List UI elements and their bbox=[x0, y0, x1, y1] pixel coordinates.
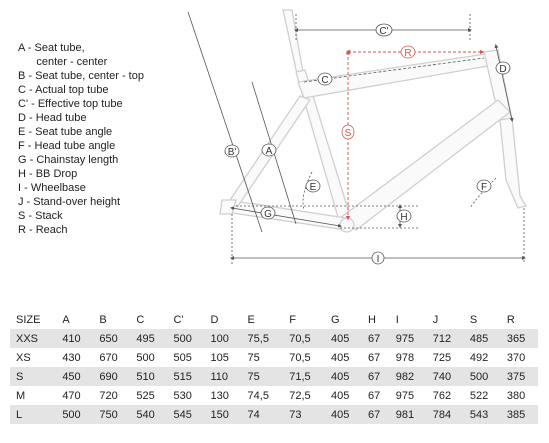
bottom-bracket bbox=[340, 218, 354, 232]
table-cell: 492 bbox=[464, 348, 501, 367]
table-cell: 978 bbox=[390, 348, 427, 367]
table-cell: 74 bbox=[242, 405, 284, 424]
table-cell: 380 bbox=[501, 386, 538, 405]
table-cell: 67 bbox=[362, 386, 390, 405]
table-cell: 500 bbox=[56, 405, 93, 424]
table-cell: 375 bbox=[501, 367, 538, 386]
table-row bbox=[10, 367, 538, 386]
size-cell: XS bbox=[10, 348, 56, 367]
table-cell: 712 bbox=[427, 329, 464, 348]
table-cell: 75,5 bbox=[242, 329, 284, 348]
svg-text:H: H bbox=[400, 212, 408, 223]
table-cell: 500 bbox=[130, 348, 167, 367]
table-cell: 450 bbox=[56, 367, 93, 386]
table-cell: 750 bbox=[93, 405, 130, 424]
seat-post bbox=[283, 10, 303, 74]
column-header: I bbox=[395, 313, 399, 326]
size-cell: L bbox=[10, 405, 56, 424]
legend-list bbox=[18, 41, 144, 237]
fork bbox=[500, 118, 526, 208]
marker-h bbox=[397, 210, 411, 223]
table-cell: 530 bbox=[167, 386, 204, 405]
marker-i bbox=[372, 252, 384, 265]
table-row bbox=[10, 386, 538, 405]
table-cell: 510 bbox=[130, 367, 167, 386]
legend-item-s: S - Stack bbox=[18, 210, 63, 222]
table-cell: 130 bbox=[205, 386, 242, 405]
legend-item-i: I - Wheelbase bbox=[18, 182, 86, 194]
table-cell: 515 bbox=[167, 367, 204, 386]
column-header: S bbox=[469, 313, 478, 326]
table-cell: 75 bbox=[242, 348, 284, 367]
svg-text:G: G bbox=[264, 209, 272, 220]
table-cell: 470 bbox=[56, 386, 93, 405]
marker-e bbox=[306, 180, 320, 193]
table-cell: 410 bbox=[56, 329, 93, 348]
table-cell: 690 bbox=[93, 367, 130, 386]
table-cell: 67 bbox=[362, 348, 390, 367]
marker-r bbox=[401, 46, 415, 59]
svg-text:I: I bbox=[376, 254, 380, 265]
table-cell: 500 bbox=[464, 367, 501, 386]
table-cell: 370 bbox=[501, 348, 538, 367]
table-cell: 740 bbox=[427, 367, 464, 386]
table-header-row bbox=[10, 310, 538, 329]
table-cell: 540 bbox=[130, 405, 167, 424]
marker-b bbox=[225, 145, 239, 158]
marker-f bbox=[477, 180, 491, 193]
table-cell: 67 bbox=[362, 405, 390, 424]
column-header: B bbox=[99, 313, 107, 326]
table-cell: 405 bbox=[325, 386, 362, 405]
legend-item-e: E - Seat tube angle bbox=[18, 126, 113, 138]
table-cell: 72,5 bbox=[283, 386, 325, 405]
legend-item-a-cont: center - center bbox=[18, 56, 108, 68]
table-cell: 725 bbox=[427, 348, 464, 367]
svg-text:B': B' bbox=[227, 147, 237, 158]
column-header: C' bbox=[173, 313, 184, 326]
svg-text:E: E bbox=[309, 182, 317, 193]
table-cell: 485 bbox=[464, 329, 501, 348]
size-cell: S bbox=[10, 367, 56, 386]
legend-item-c: C - Actual top tube bbox=[18, 84, 109, 96]
table-cell: 430 bbox=[56, 348, 93, 367]
table-cell: 71,5 bbox=[283, 367, 325, 386]
table-cell: 405 bbox=[325, 367, 362, 386]
legend-item-a: A - Seat tube, bbox=[18, 42, 85, 54]
svg-text:D: D bbox=[499, 64, 507, 75]
marker-c-prime bbox=[376, 24, 392, 37]
table-cell: 543 bbox=[464, 405, 501, 424]
table-cell: 975 bbox=[390, 386, 427, 405]
table-cell: 784 bbox=[427, 405, 464, 424]
table-cell: 74,5 bbox=[242, 386, 284, 405]
column-header: J bbox=[432, 313, 439, 326]
table-cell: 982 bbox=[390, 367, 427, 386]
legend-item-b: B - Seat tube, center - top bbox=[18, 70, 144, 82]
column-header: C bbox=[136, 313, 145, 326]
table-cell: 405 bbox=[325, 348, 362, 367]
column-header: R bbox=[506, 313, 515, 326]
table-cell: 505 bbox=[167, 348, 204, 367]
table-cell: 385 bbox=[501, 405, 538, 424]
legend-item-g: G - Chainstay length bbox=[18, 154, 119, 166]
column-header: E bbox=[247, 313, 255, 326]
table-cell: 762 bbox=[427, 386, 464, 405]
table-cell: 650 bbox=[93, 329, 130, 348]
table-row bbox=[10, 329, 538, 348]
svg-text:R: R bbox=[404, 48, 412, 59]
table-cell: 70,5 bbox=[283, 329, 325, 348]
table-cell: 670 bbox=[93, 348, 130, 367]
table-cell: 405 bbox=[325, 329, 362, 348]
table-cell: 981 bbox=[390, 405, 427, 424]
column-header: G bbox=[330, 313, 340, 326]
table-cell: 405 bbox=[325, 405, 362, 424]
table-cell: 100 bbox=[205, 329, 242, 348]
legend-item-h: H - BB Drop bbox=[18, 168, 78, 180]
legend-item-r: R - Reach bbox=[18, 224, 68, 236]
marker-s bbox=[342, 125, 354, 139]
geometry-table bbox=[10, 310, 538, 424]
table-body bbox=[10, 329, 538, 424]
dim-b-line bbox=[188, 12, 262, 232]
svg-text:C': C' bbox=[379, 26, 389, 37]
table-cell: 150 bbox=[205, 405, 242, 424]
table-cell: 720 bbox=[93, 386, 130, 405]
table-cell: 525 bbox=[130, 386, 167, 405]
table-cell: 105 bbox=[205, 348, 242, 367]
chain-stay bbox=[226, 200, 346, 230]
size-cell: M bbox=[10, 386, 56, 405]
table-cell: 67 bbox=[362, 329, 390, 348]
svg-text:F: F bbox=[480, 182, 488, 193]
down-tube bbox=[340, 100, 510, 230]
column-header: F bbox=[289, 313, 296, 326]
legend-item-j: J - Stand-over height bbox=[18, 196, 121, 208]
table-cell: 522 bbox=[464, 386, 501, 405]
table-cell: 75 bbox=[242, 367, 284, 386]
column-header: D bbox=[210, 313, 219, 326]
svg-text:C: C bbox=[321, 75, 329, 86]
table-cell: 545 bbox=[167, 405, 204, 424]
table-row bbox=[10, 348, 538, 367]
svg-text:A: A bbox=[265, 146, 273, 157]
table-cell: 495 bbox=[130, 329, 167, 348]
legend-item-c-prime: C' - Effective top tube bbox=[18, 98, 123, 110]
table-cell: 67 bbox=[362, 367, 390, 386]
size-cell: XXS bbox=[10, 329, 56, 348]
bike-frame bbox=[220, 10, 526, 232]
column-header: A bbox=[62, 313, 70, 326]
table-cell: 975 bbox=[390, 329, 427, 348]
table-cell: 73 bbox=[283, 405, 325, 424]
table-cell: 500 bbox=[167, 329, 204, 348]
column-header: H bbox=[368, 313, 376, 326]
legend-item-f: F - Head tube angle bbox=[18, 140, 116, 152]
table-cell: 110 bbox=[205, 367, 242, 386]
svg-text:S: S bbox=[344, 128, 352, 139]
table-cell: 70,5 bbox=[283, 348, 325, 367]
legend-item-d: D - Head tube bbox=[18, 112, 87, 124]
table-row bbox=[10, 405, 538, 424]
column-header: SIZE bbox=[16, 313, 41, 326]
table-cell: 365 bbox=[501, 329, 538, 348]
